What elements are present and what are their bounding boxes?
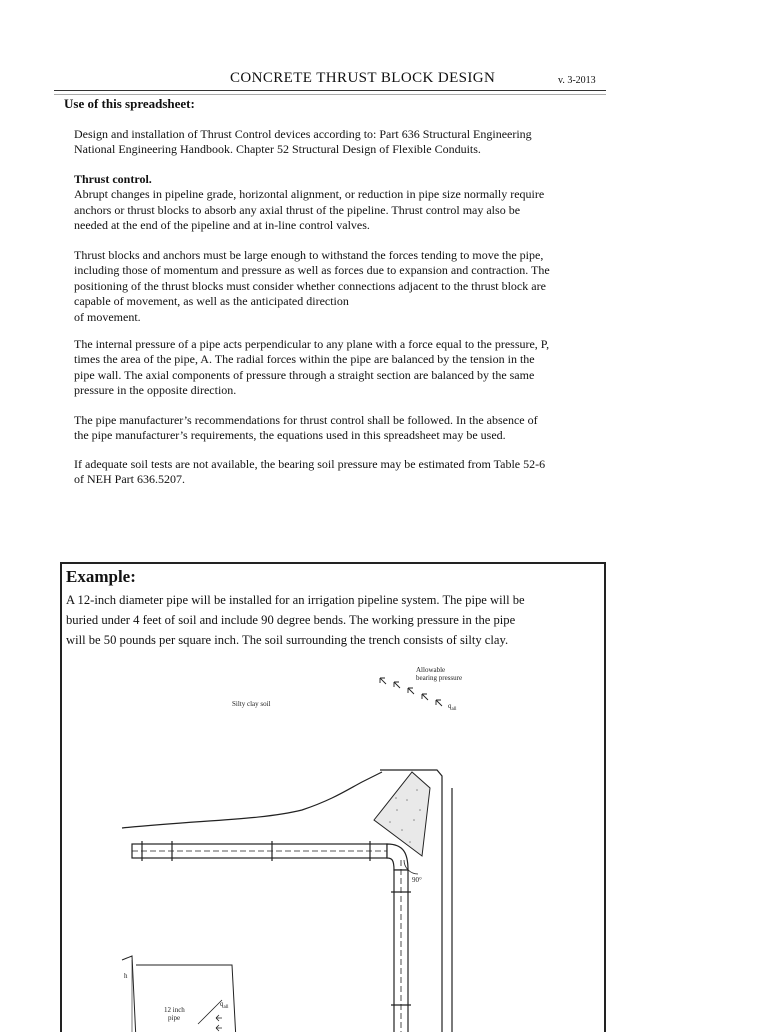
p2-line-1: Abrupt changes in pipeline grade, horizontal alignment, or reduction in pipe size normally require: [74, 187, 545, 202]
intro-paragraph: [74, 127, 604, 158]
pipe-size-label-2: pipe: [168, 1014, 181, 1022]
example-box: [60, 562, 606, 1032]
p6-line-2: of NEH Part 636.5207.: [74, 472, 185, 487]
sec-arrow-2: [216, 1025, 222, 1031]
angle-label: 90°: [412, 876, 422, 884]
title-rule: [54, 90, 606, 91]
title-rule-secondary: [54, 94, 606, 95]
p2-line-2: anchors or thrust blocks to absorb any axial thrust of the pipeline. Thrust control may also be: [74, 202, 521, 217]
example-heading: Example:: [66, 567, 136, 586]
arrow-2: [394, 682, 400, 688]
section-trench: [136, 965, 236, 1032]
paragraph-6: [74, 457, 604, 488]
pipe-elbow: [387, 844, 408, 870]
paragraph-3: [74, 248, 604, 325]
p3-line-2: including those of momentum and pressure as well as forces due to expansion and contraction. The: [74, 263, 550, 278]
paragraph-5: [74, 413, 604, 444]
bearing-arrows: [380, 678, 442, 706]
title-row: [54, 70, 606, 92]
example-text: [66, 590, 596, 650]
arrow-4: [422, 694, 428, 700]
intro-line-2: National Engineering Handbook. Chapter 52 Structural Design of Flexible Conduits.: [74, 142, 481, 157]
example-line-3: will be 50 pounds per square inch. The soil surrounding the trench consists of silty clay.: [66, 633, 509, 647]
arrow-3: [408, 688, 414, 694]
use-heading: Use of this spreadsheet:: [64, 96, 195, 111]
arrow-1: [380, 678, 386, 684]
p3-line-5: of movement.: [74, 309, 141, 324]
example-line-1: A 12-inch diameter pipe will be installed for an irrigation pipeline system. The pipe will be: [66, 593, 525, 607]
example-line-2: buried under 4 feet of soil and include 90 degree bends. The working pressure in the pipe: [66, 613, 516, 627]
thrust-block-diagram: [112, 660, 582, 1032]
paragraph-4: [74, 337, 604, 399]
section-arrows: [216, 1015, 222, 1031]
allowable-label-2: bearing pressure: [416, 674, 463, 682]
p5-line-2: the pipe manufacturer’s requirements, the equations used in this spreadsheet may be used.: [74, 428, 506, 443]
p5-line-1: The pipe manufacturer’s recommendations for thrust control shall be followed. In the absence of: [74, 413, 538, 427]
p2-line-3: needed at the end of the pipeline and at in-line control valves.: [74, 218, 370, 233]
thrust-section: [74, 172, 604, 234]
version-label: v. 3-2013: [558, 75, 596, 86]
soil-label: Silty clay soil: [232, 700, 271, 708]
p4-line-3: pipe wall. The axial components of pressure through a straight section are balanced by the same: [74, 367, 535, 382]
section-left-wall: [122, 956, 136, 1032]
p6-line-1: If adequate soil tests are not available, the bearing soil pressure may be estimated from Table 52-6: [74, 457, 546, 471]
p3-line-3: positioning of the thrust blocks must consider whether connections adjacent to the thrust block are: [74, 278, 546, 293]
qall-label: $q_{all}$: [448, 702, 457, 712]
thrust-heading: Thrust control.: [74, 172, 152, 186]
qall-label-2: $q_{all}$: [220, 1000, 229, 1010]
pipe-size-label-1: 12 inch: [164, 1006, 185, 1014]
allowable-label-1: Allowable: [416, 666, 446, 674]
h-label: h: [124, 972, 128, 980]
p4-line-4: pressure in the opposite direction.: [74, 383, 237, 398]
document-title: CONCRETE THRUST BLOCK DESIGN: [230, 70, 496, 86]
sec-arrow-1: [216, 1015, 222, 1021]
p4-line-2: times the area of the pipe, A. The radial forces within the pipe are balanced by the tension in the: [74, 352, 535, 367]
arrow-5: [436, 700, 442, 706]
p3-line-1: Thrust blocks and anchors must be large enough to withstand the forces tending to move the pipe,: [74, 248, 544, 262]
diagram-svg: [112, 660, 582, 1032]
p4-line-1: The internal pressure of a pipe acts perpendicular to any plane with a force equal to the pressure, P,: [74, 337, 550, 351]
ground-line: [122, 772, 382, 828]
intro-line-1: Design and installation of Thrust Control devices according to: Part 636 Structural Engineering: [74, 127, 532, 141]
p3-line-4: capable of movement, as well as the anticipated direction: [74, 294, 349, 309]
